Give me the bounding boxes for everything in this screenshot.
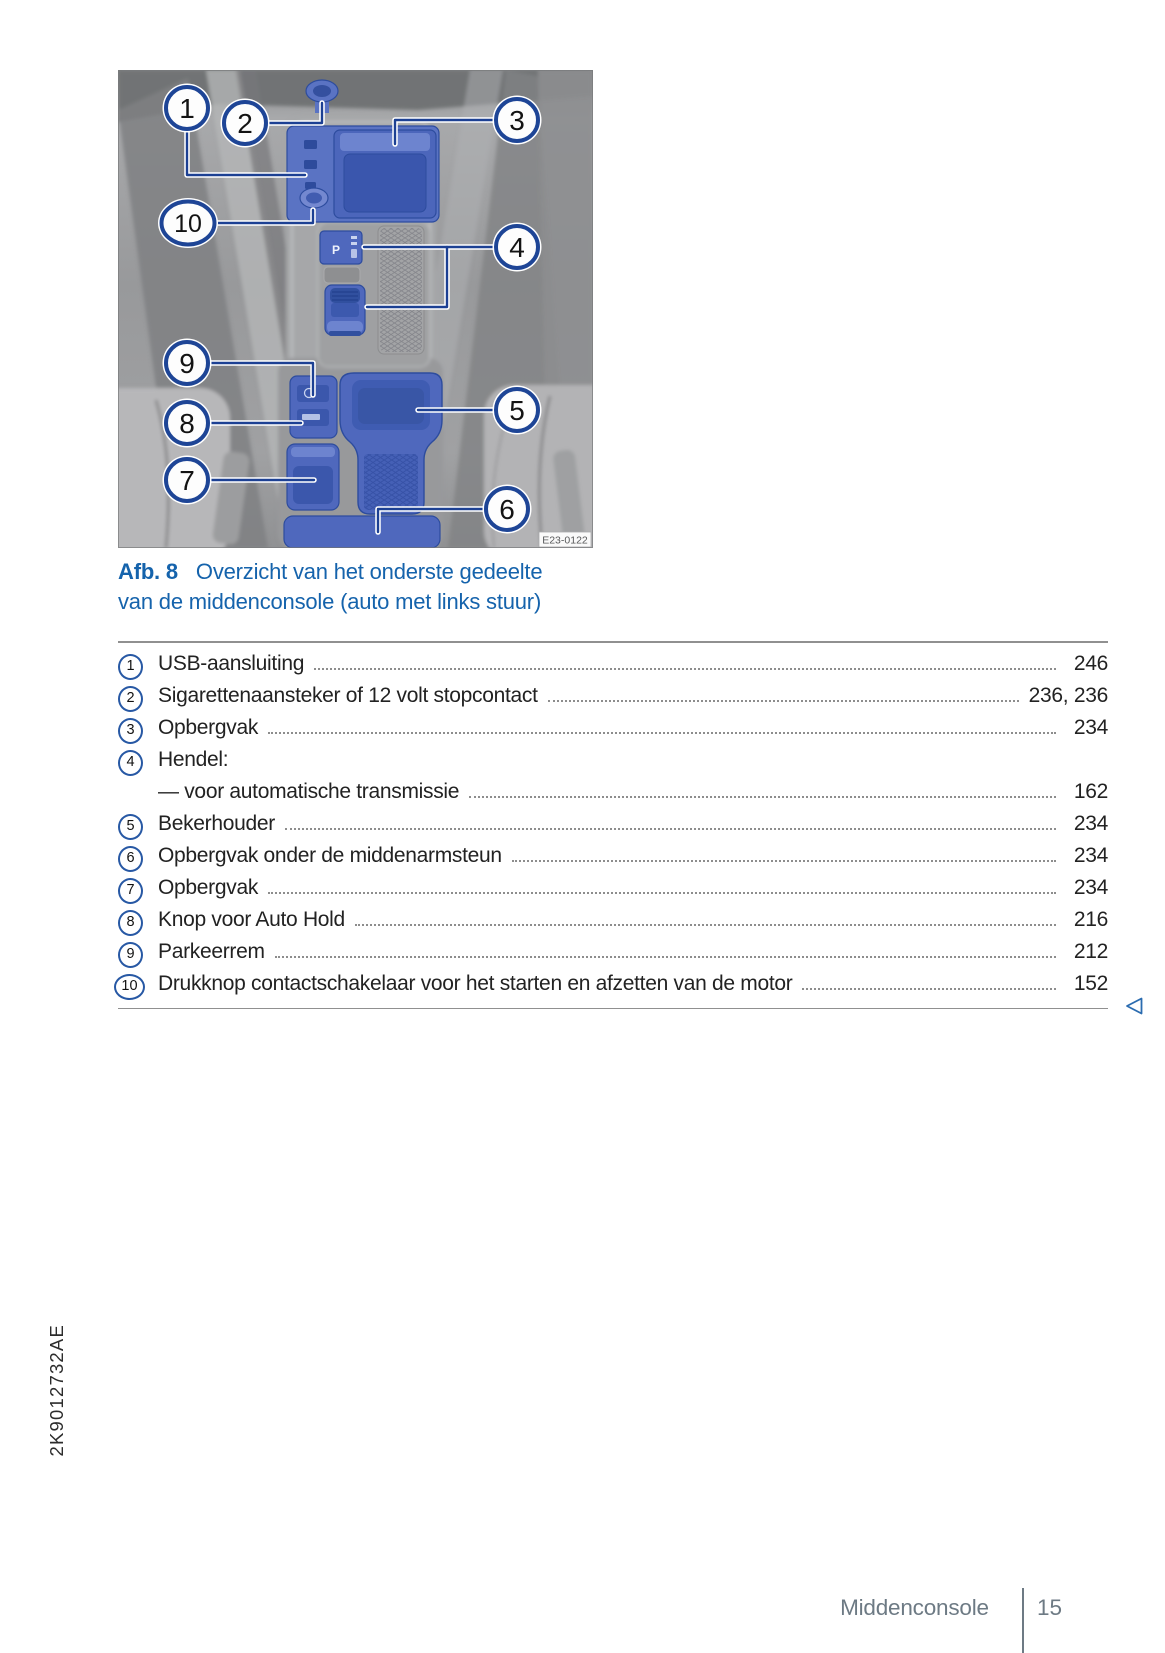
svg-text:10: 10 [174,210,202,238]
legend-item-number [118,648,158,680]
legend-item-circled-number: 7 [118,878,143,904]
start-stop-button [300,188,328,208]
svg-text:6: 6 [499,494,515,525]
legend-item-page-ref: 216 [1073,907,1108,931]
legend-item-label: Hendel: [158,747,229,771]
image-code-label [539,532,591,547]
svg-text:2: 2 [237,108,253,139]
roller-trim [324,267,360,283]
legend-item-number [118,680,158,712]
legend-item-circled-number: 9 [118,942,143,968]
legend-item-page-ref: 234 [1073,843,1108,867]
legend-item-circled-number: 10 [114,974,145,1000]
legend-item-page-ref: 152 [1073,971,1108,995]
callout-2 [221,99,270,148]
console-figure [118,70,593,548]
legend-item-number [118,840,158,872]
storage-under-armrest [284,516,440,548]
callout-3 [493,96,542,145]
callout-6 [483,485,532,534]
legend-row [118,680,1108,712]
legend-item-page-ref: 234 [1073,811,1108,835]
legend-item-label: Opbergvak onder de middenarmsteun [158,843,502,867]
document-code: 2K9012732AE [46,1324,67,1457]
svg-text:8: 8 [179,408,195,439]
legend-item-page-ref: 234 [1073,715,1108,739]
callout-1 [163,84,212,133]
dot-leader [285,823,1056,830]
figure-caption [118,557,638,617]
legend-item-label: Parkeerrem [158,939,265,963]
callout-10 [158,198,218,248]
legend-row [118,904,1108,936]
legend-row [118,968,1108,1000]
legend-row [118,776,1108,808]
legend-item-number [118,744,158,776]
footer-divider [1022,1588,1024,1653]
legend-item-number [118,904,158,936]
legend-row [118,648,1108,680]
dot-leader [268,887,1056,894]
legend-row [118,872,1108,904]
legend-item-number [118,712,158,744]
legend-item-number [118,968,158,1000]
legend-item-label: Opbergvak [158,715,259,739]
legend-row [118,936,1108,968]
legend-item-label: USB-aansluiting [158,651,305,675]
legend-item-number [118,808,158,840]
legend-row [118,744,1108,776]
dot-leader [469,791,1056,798]
callout-4 [493,223,542,272]
legend-row [118,808,1108,840]
callout-9 [163,339,212,388]
legend-item-label: Drukknop contactschakelaar voor het starten en afzetten van de motor [158,971,793,995]
dot-leader [802,983,1056,990]
svg-text:9: 9 [179,348,195,379]
legend-item-label: Sigarettenaansteker of 12 volt stopcontact [158,683,538,707]
dot-leader [314,663,1056,670]
svg-text:E23-0122: E23-0122 [542,534,588,547]
legend-item-circled-number: 3 [118,718,143,744]
storage-compartment-left [287,444,339,510]
legend [118,641,1108,1009]
dot-leader [512,855,1056,862]
legend-item-number [118,872,158,904]
legend-item-page-ref: 162 [1073,779,1108,803]
figure-caption-line1: Overzicht van het onderste gedeelte [195,559,543,584]
legend-item-page-ref: 236, 236 [1028,683,1108,707]
legend-row [118,712,1108,744]
legend-item-label: Opbergvak [158,875,259,899]
dot-leader [548,695,1019,702]
legend-item-circled-number: 4 [118,750,143,776]
legend-item-page-ref: 212 [1073,939,1108,963]
svg-text:7: 7 [179,465,195,496]
footer-page-number: 15 [1037,1595,1063,1620]
svg-text:1: 1 [179,93,195,124]
legend-item-page-ref: 234 [1073,875,1108,899]
legend-list [118,643,1108,1008]
figure-caption-label: Afb. 8 [118,559,178,584]
legend-item-circled-number: 6 [118,846,143,872]
figure-caption-line2: van de middenconsole (auto met links stuur) [118,589,542,614]
legend-item-page-ref: 246 [1073,651,1108,675]
dot-leader [275,951,1056,958]
legend-item-label: Bekerhouder [158,811,275,835]
legend-item-number [118,936,158,968]
section-end-marker-icon [1122,994,1144,1014]
selector-panel [320,231,362,264]
gear-p-label: P [332,243,341,257]
legend-item-circled-number: 5 [118,814,143,840]
legend-item-label: — voor automatische transmissie [158,779,460,803]
svg-text:3: 3 [509,105,525,136]
legend-bottom-rule [118,1008,1108,1010]
legend-row [118,840,1108,872]
callout-5 [493,386,542,435]
callout-8 [163,399,212,448]
dot-leader [268,727,1056,734]
legend-item-label: Knop voor Auto Hold [158,907,345,931]
page-footer [840,1588,1065,1653]
legend-item-circled-number: 8 [118,910,143,936]
console-illustration-svg [118,70,593,548]
footer-section-title: Middenconsole [840,1595,989,1620]
svg-text:5: 5 [509,395,525,426]
dot-leader [355,919,1056,926]
legend-item-circled-number: 1 [118,654,143,680]
legend-item-circled-number: 2 [118,686,143,712]
svg-text:4: 4 [509,232,525,263]
callout-7 [163,456,212,505]
gear-lever [325,285,365,336]
